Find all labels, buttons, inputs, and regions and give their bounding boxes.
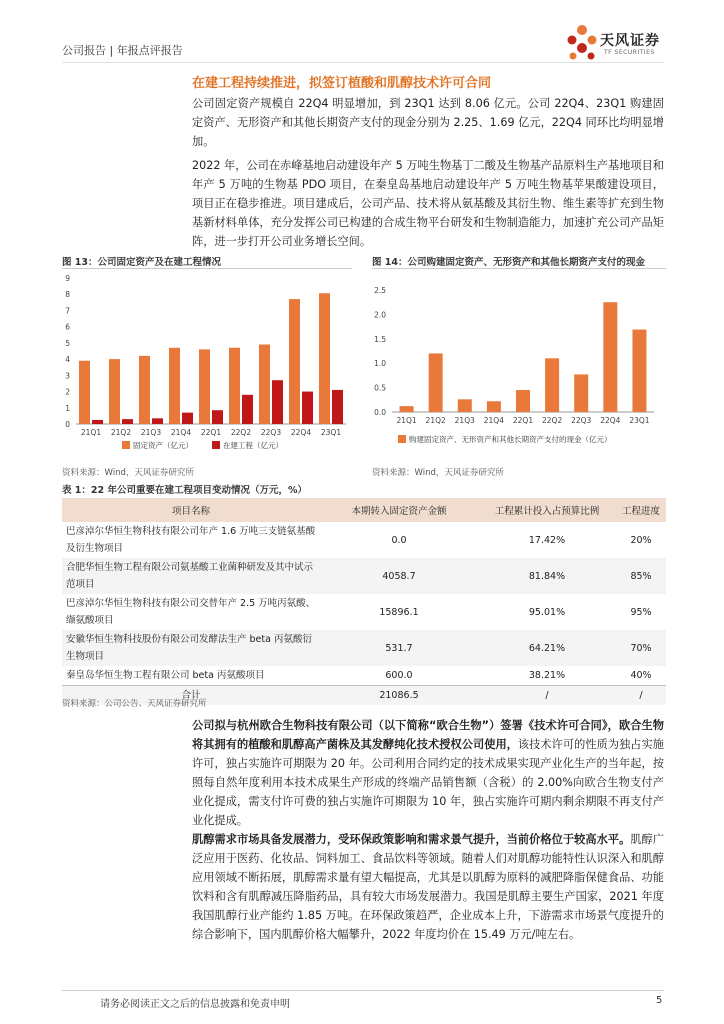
y-tick-label: 7 [65,306,70,316]
bar [109,359,120,424]
logo-subtext: TF SECURITIES [604,49,655,56]
total-amount: 21086.5 [320,686,478,706]
x-tick-label: 22Q4 [600,416,621,425]
bar [242,395,253,424]
progress: 20% [630,534,652,546]
y-tick-label: 0 [65,420,70,429]
x-tick-label: 22Q1 [200,428,222,437]
bar [212,410,223,424]
col-amount: 本期转入固定资产金额 [320,498,478,522]
y-tick-label: 9 [65,274,70,283]
bar [182,413,193,424]
figure13-divider [62,268,352,269]
ratio: 81.84% [478,558,616,594]
y-tick-label: 0.0 [374,408,386,417]
y-tick-label: 2 [65,387,70,397]
bar [632,330,646,412]
projects-table [62,498,666,705]
x-tick-label: 21Q3 [454,416,475,425]
bar [574,374,588,412]
inositol-detail: 肌醇广泛应用于医药、化妆品、饲料加工、食品饮料等领域。随着人们对肌醇功能特性认识深入和肌醇应用领域不断拓展，肌醇需求量有望大幅提高，尤其是以肌醇为原料的减肥降脂保健食品、功能饮料和含有肌醇减压降脂药品，具有较大市场发展潜力。我国是肌醇主要生产国家，2021 年度我国肌醇行业产能约 1.85 万吨。在环保政策趋严，企业成本上升，下游需求市场景气度提升的综合影响下，国内肌醇价格大幅攀升，2022 年度均价在 15.49 万元/吨左右。 [192,833,664,941]
amount: 4058.7 [320,558,478,594]
bar [272,380,283,424]
table1-caption: 表 1：22 年公司重要在建工程项目变动情况（万元，%） [62,485,307,496]
bar [152,418,163,424]
figure14-caption: 图 14：公司购建固定资产、无形资产和其他长期资产支付的现金 [372,257,646,268]
bar [289,299,300,424]
bar [79,361,90,424]
table-row [62,666,666,686]
bar [603,302,617,412]
total-label: 合计 [62,686,320,706]
figure14-chart [364,272,666,460]
bar [122,419,133,424]
legend-swatch [122,441,130,449]
table-header-row [62,498,666,522]
x-tick-label: 21Q2 [110,428,132,437]
bar [516,390,530,412]
bar [302,392,313,424]
bar [458,399,472,412]
y-tick-label: 2.0 [374,310,386,320]
x-tick-label: 21Q3 [140,428,162,437]
x-tick-label: 22Q3 [260,428,282,437]
col-progress: 工程进度 [616,498,666,522]
report-type-header: 公司报告 | 年报点评报告 [62,44,183,57]
x-tick-label: 23Q1 [629,416,650,425]
x-tick-label: 21Q1 [80,428,102,437]
table1-source: 资料来源：公司公告、天风证券研究所 [62,699,207,709]
legend-label: 固定资产（亿元） [133,441,193,450]
ratio: 17.42% [528,534,566,546]
y-tick-label: 3 [65,371,70,381]
bar [400,406,414,412]
progress: 85% [616,558,666,594]
bar [139,356,150,424]
legend-label: 购建固定资产、无形资产和其他长期资产支付的现金（亿元） [409,435,612,444]
paragraph-license [192,716,664,830]
amount: 0.0 [391,534,407,546]
figure13-source: 资料来源：Wind，天风证券研究所 [62,468,194,478]
bar [487,401,501,412]
paragraph-fixed-assets: 公司固定资产规模自 22Q4 明显增加，到 23Q1 达到 8.06 亿元。公司 22Q4、23Q1 购建固定资产、无形资产和其他长期资产支付的现金分别为 2.25、1.69 亿元，22Q4 同环比均明显增加。 [192,97,664,148]
bar [332,390,343,424]
table-row [62,522,666,558]
y-tick-label: 0.5 [374,383,386,393]
figure14-source: 资料来源：Wind，天风证券研究所 [372,468,504,478]
ratio: 95.01% [528,606,566,618]
y-tick-label: 6 [65,322,70,332]
x-tick-label: 22Q2 [542,416,563,425]
y-tick-label: 5 [65,338,70,348]
bar [92,420,103,424]
legend-swatch [398,435,406,443]
footer-divider [62,990,664,991]
progress: 70% [616,630,666,666]
amount: 15896.1 [379,606,419,618]
y-tick-label: 2.5 [374,286,386,295]
progress: 40% [630,670,652,681]
project-name: 巴彦淖尔华恒生物科技有限公司交替年产 2.5 万吨丙氨酸、缬氨酸项目 [66,598,316,626]
bar [545,358,559,412]
total-ratio: / [478,686,616,706]
figure13-caption: 图 13：公司固定资产及在建工程情况 [62,257,222,268]
y-tick-label: 1 [65,403,70,413]
bar [429,353,443,412]
x-tick-label: 21Q2 [425,416,446,425]
project-name: 秦皇岛华恒生物工程有限公司 beta 丙氨酸项目 [66,670,265,681]
project-name: 合肥华恒生物工程有限公司氨基酸工业菌种研发及其中试示范项目 [62,558,320,594]
total-progress: / [616,686,666,706]
table-row [62,630,666,666]
ratio: 38.21% [528,670,566,681]
x-tick-label: 22Q2 [230,428,252,437]
license-detail: 该技术许可的性质为独占实施许可，独占实施许可期限为 20 年。公司利用合同约定的技术成果实现产业化生产的当年起，按照每自然年度利用本技术成果生产形成的终端产品销售额（含税）的 2.00%向欧合生物支付产业化提成，需支付许可费的独占实施许可期限为 10 年，独占实施许可期内剩余期限不再支付产业化提成。 [192,738,664,827]
x-tick-label: 21Q4 [483,416,504,425]
progress: 95% [630,606,652,618]
x-tick-label: 21Q1 [396,416,417,425]
project-name: 安徽华恒生物科技股份有限公司发酵法生产 beta 丙氨酸衍生物项目 [62,630,320,666]
x-tick-label: 23Q1 [320,428,342,437]
logo-text: 天风证券 [600,33,660,49]
page-number: 5 [656,995,663,1006]
amount: 531.7 [320,630,478,666]
figure13-chart [62,272,352,460]
x-tick-label: 22Q1 [512,416,534,425]
x-tick-label: 22Q4 [290,428,312,437]
project-name: 巴彦淖尔华恒生物科技有限公司年产 1.6 万吨三支链氨基酸及衍生物项目 [66,526,316,554]
table-row [62,558,666,594]
section-title: 在建工程持续推进，拟签订植酸和肌醇技术许可合同 [192,76,492,91]
x-tick-label: 22Q3 [571,416,592,425]
y-tick-label: 1.0 [374,359,386,369]
legend-label: 在建工程（亿元） [223,441,283,450]
bar [199,349,210,424]
y-tick-label: 1.5 [374,334,386,344]
figure14-divider [372,268,666,269]
y-tick-label: 8 [65,290,70,300]
y-tick-label: 4 [65,355,70,365]
bar [259,345,270,424]
bar [319,293,330,424]
bar [229,348,240,424]
inositol-headline: 肌醇需求市场具备发展潜力，受环保政策影响和需求景气提升，当前价格位于较高水平。 [192,833,631,846]
license-headline: 公司拟与杭州欧合生物科技有限公司（以下简称“欧合生物”）签署《技术许可合同》，欧合生物将其拥有的植酸和肌醇高产菌株及其发酵纯化技术授权公司使用， [192,719,664,751]
legend-swatch [212,441,220,449]
x-tick-label: 21Q4 [170,428,192,437]
col-project-name: 项目名称 [62,498,320,522]
table-row [62,594,666,630]
amount: 600.0 [385,670,413,681]
bar [169,348,180,424]
ratio: 64.21% [478,630,616,666]
header-divider [62,62,664,63]
footer-disclaimer: 请务必阅读正文之后的信息披露和免责申明 [100,999,290,1010]
col-ratio: 工程累计投入占预算比例 [478,498,616,522]
paragraph-projects: 2022 年，公司在赤峰基地启动建设年产 5 万吨生物基丁二酸及生物基产品原料生产基地项目和年产 5 万吨的生物基 PDO 项目，在秦皇岛基地启动建设年产 5 万吨生物基苹果酸建设项目，项目正在稳步推进。项目建成后，公司产品、技术将从氨基酸及其衍生物、维生素等扩充到生物基新材料单体，充分发挥公司已构建的合成生物平台研发和生物制造能力，加速扩充公司产品矩阵，进一步打开公司业务增长空间。 [192,159,664,248]
paragraph-inositol [192,830,664,944]
